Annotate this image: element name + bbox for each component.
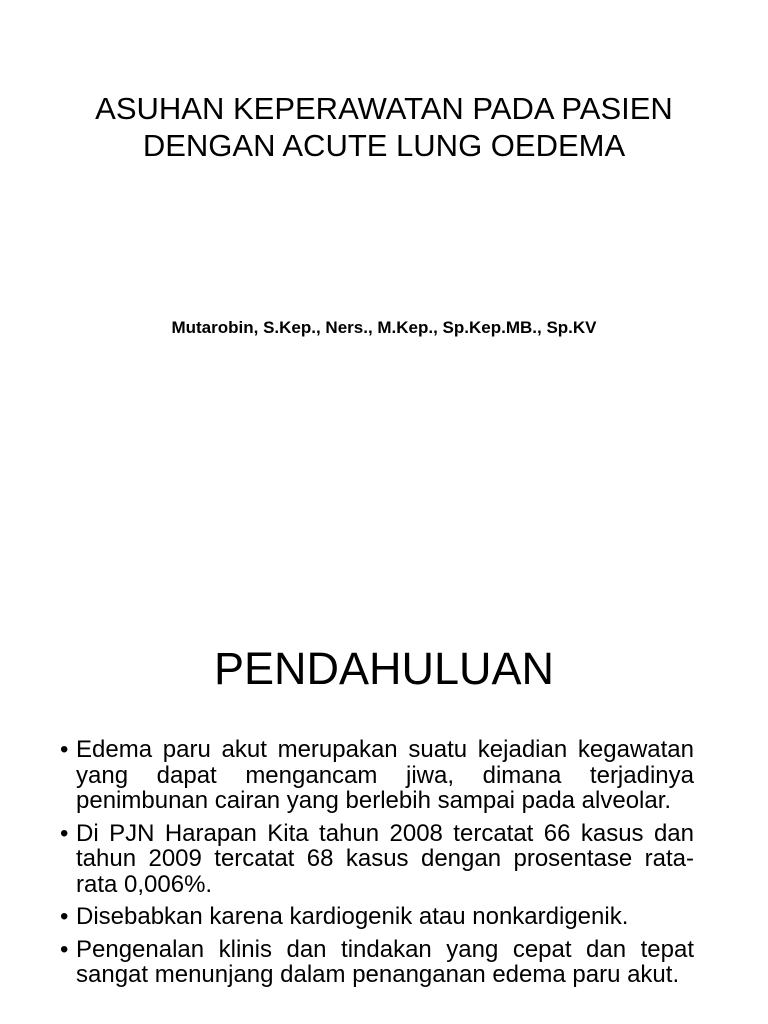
title-line-1: ASUHAN KEPERAWATAN PADA PASIEN xyxy=(95,91,673,126)
presentation-title xyxy=(20,90,748,164)
bullet-item xyxy=(60,937,694,988)
bullet-list xyxy=(60,737,694,995)
bullet-item xyxy=(60,737,694,814)
bullet-marker: • xyxy=(60,935,69,963)
slide-heading: PENDAHULUAN xyxy=(213,643,555,694)
bullet-text: Pengenalan klinis dan tindakan yang cepat dan tepat sangat menunjang dalam penanganan edema paru akut. xyxy=(76,935,694,988)
author-name: Mutarobin, S.Kep., Ners., M.Kep., Sp.Kep.MB., Sp.KV xyxy=(171,318,597,337)
title-line-2: DENGAN ACUTE LUNG OEDEMA xyxy=(142,128,626,163)
bullet-item xyxy=(60,904,694,930)
bullet-marker: • xyxy=(60,819,69,847)
bullet-marker: • xyxy=(60,903,69,930)
bullet-text: Disebabkan karena kardiogenik atau nonkardigenik. xyxy=(76,903,629,930)
slide-pendahuluan xyxy=(0,576,768,1024)
bullet-marker: • xyxy=(60,736,69,763)
bullet-text: Di PJN Harapan Kita tahun 2008 tercatat 66 kasus dan tahun 2009 tercatat 68 kasus dengan prosentase rata-rata 0,006%. xyxy=(76,819,694,898)
bullet-item xyxy=(60,821,694,898)
bullet-text: Edema paru akut merupakan suatu kejadian kegawatan yang dapat mengancam jiwa, dimana terjadinya penimbunan cairan yang berlebih sampai pada alveolar. xyxy=(76,736,694,814)
